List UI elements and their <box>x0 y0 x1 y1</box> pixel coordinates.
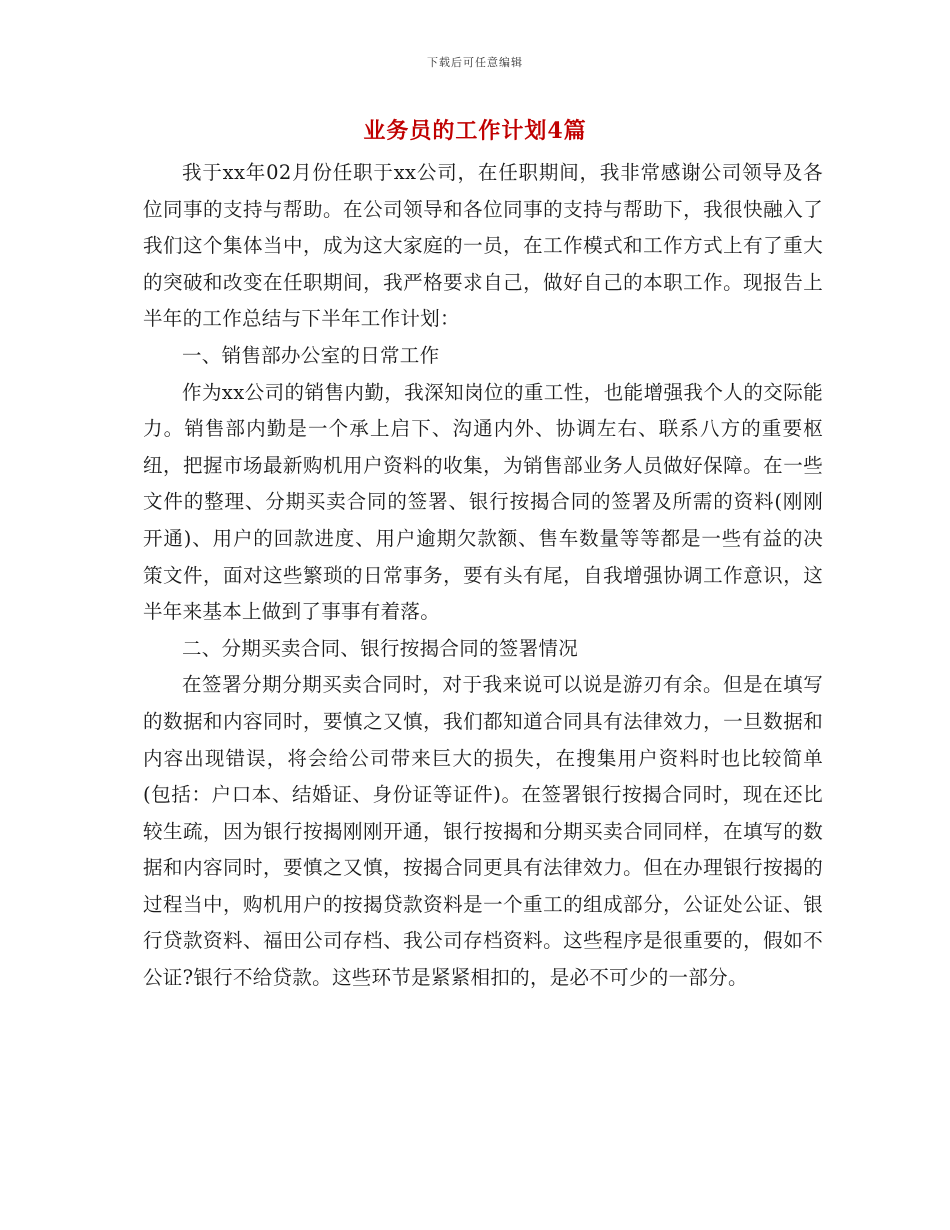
document-body <box>143 155 823 997</box>
header-note: 下载后可任意编辑 <box>427 56 523 69</box>
section-heading-2: 二、分期买卖合同、银行按揭合同的签署情况 <box>182 636 579 660</box>
section-heading-1: 一、销售部办公室的日常工作 <box>182 343 440 367</box>
paragraph-section-2: 在签署分期分期买卖合同时，对于我来说可以说是游刃有余。但是在填写的数据和内容同时，要慎之又慎，我们都知道合同具有法律效力，一旦数据和内容出现错误，将会给公司带来巨大的损失，在搜集用户资料时也比较简单(包括：户口本、结婚证、身份证等证件)。在签署银行按揭合同时，现在还比较生疏，因为银行按揭刚刚开通，银行按揭和分期买卖合同同样，在填写的数据和内容同时，要慎之又慎，按揭合同更具有法律效力。但在办理银行按揭的过程当中，购机用户的按揭贷款资料是一个重工的组成部分，公证处公证、银行贷款资料、福田公司存档、我公司存档资料。这些程序是很重要的，假如不公证?银行不给贷款。这些环节是紧紧相扣的，是必不可少的一部分。 <box>143 673 823 990</box>
paragraph-intro: 我于xx年02月份任职于xx公司，在任职期间，我非常感谢公司领导及各位同事的支持与帮助。在公司领导和各位同事的支持与帮助下，我很快融入了我们这个集体当中，成为这大家庭的一员，在工作模式和工作方式上有了重大的突破和改变在任职期间，我严格要求自己，做好自己的本职工作。现报告上半年的工作总结与下半年工作计划： <box>143 161 823 331</box>
document-title: 业务员的工作计划4篇 <box>363 118 587 144</box>
paragraph-section-1: 作为xx公司的销售内勤，我深知岗位的重工性，也能增强我个人的交际能力。销售部内勤是一个承上启下、沟通内外、协调左右、联系八方的重要枢纽，把握市场最新购机用户资料的收集，为销售部业务人员做好保障。在一些文件的整理、分期买卖合同的签署、银行按揭合同的签署及所需的资料(刚刚开通)、用户的回款进度、用户逾期欠款额、售车数量等等都是一些有益的决策文件，面对这些繁琐的日常事务，要有头有尾，自我增强协调工作意识，这半年来基本上做到了事事有着落。 <box>143 380 823 624</box>
